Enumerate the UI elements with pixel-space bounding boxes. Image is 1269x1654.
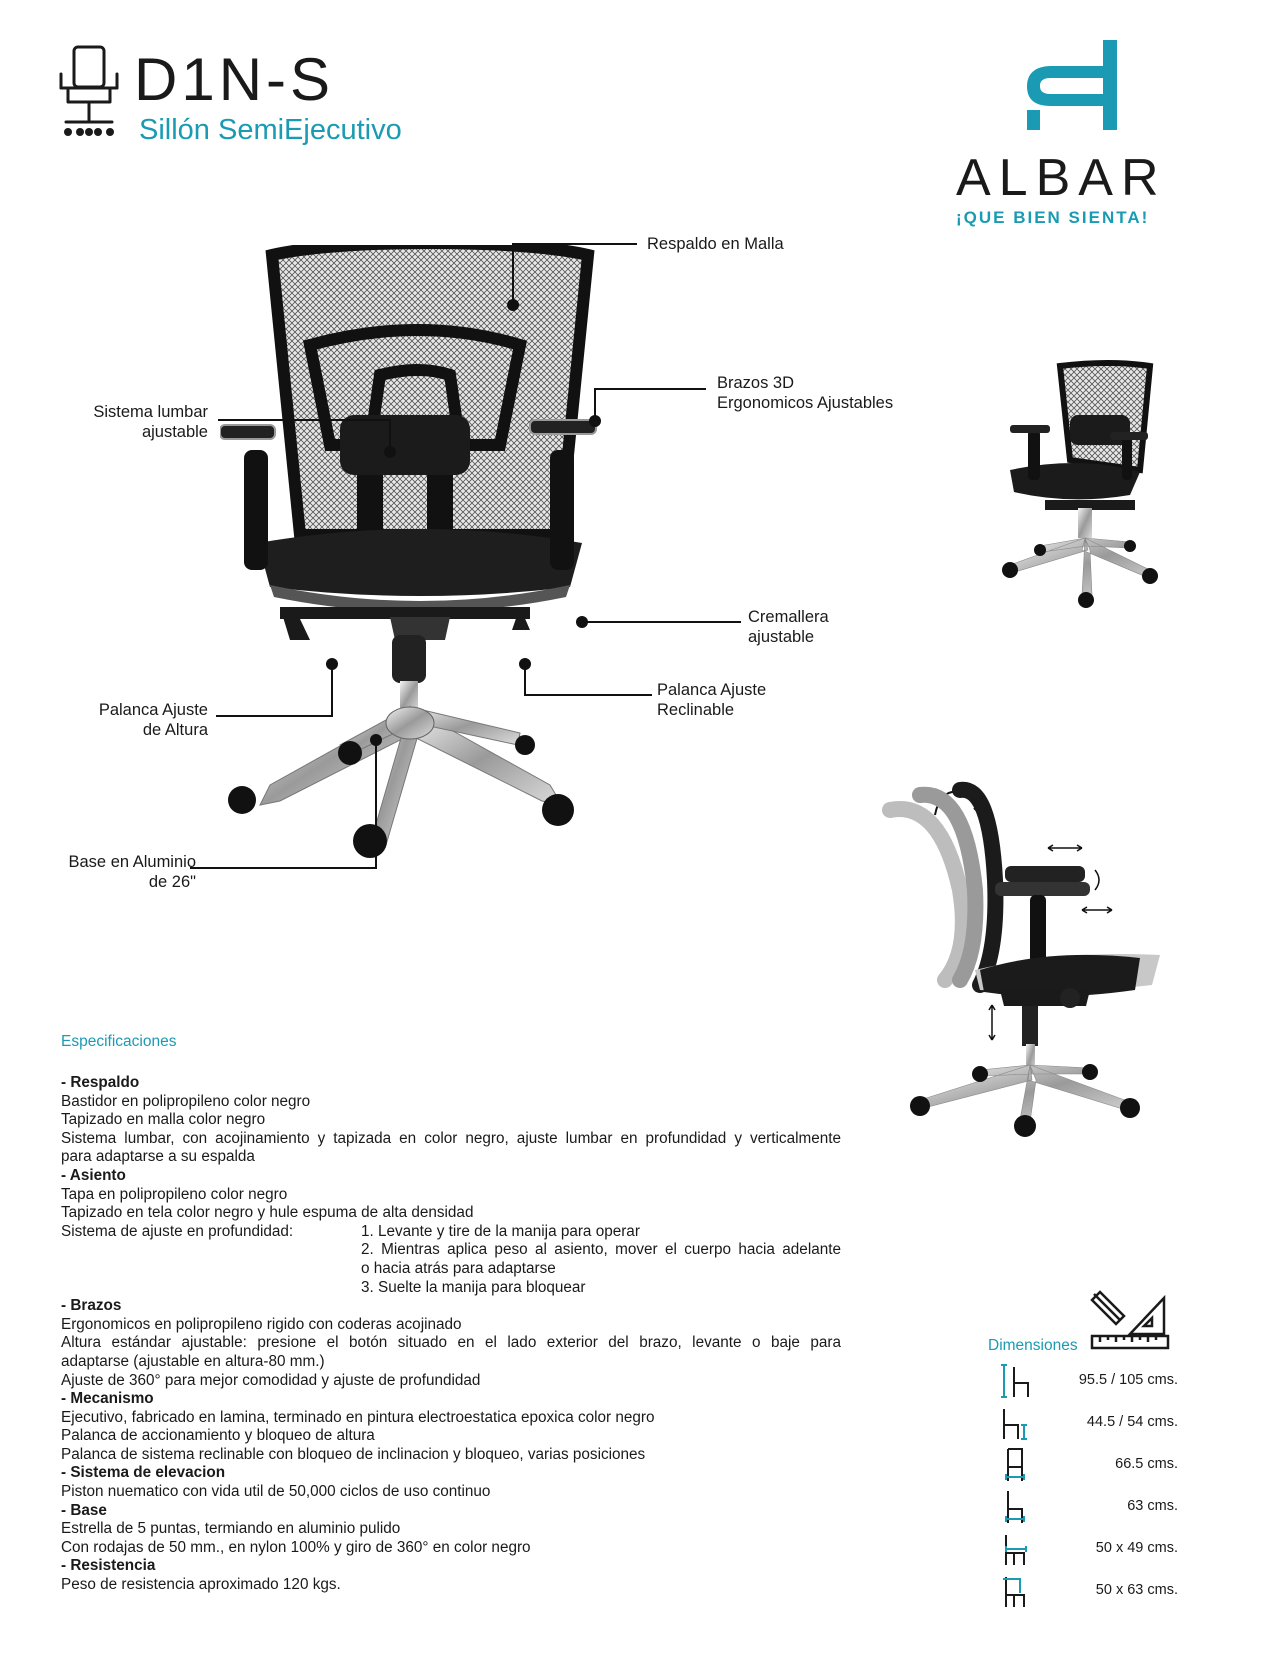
callout-altura-line2: de Altura xyxy=(142,721,208,739)
callout-base-line2: de 26" xyxy=(148,873,196,891)
dimension-row xyxy=(1000,1363,1178,1399)
callout-lumbar xyxy=(40,402,208,442)
seat-height-icon xyxy=(1000,1405,1036,1441)
model-name: D1N-S xyxy=(134,46,335,113)
seat-size-icon xyxy=(1000,1531,1036,1567)
spec-asiento-line: Tapa en polipropileno color negro xyxy=(61,1185,288,1203)
dimension-row xyxy=(1000,1489,1178,1525)
spec-elevacion-line: Piston nuematico con vida util de 50,000 ciclos de uso continuo xyxy=(61,1483,491,1501)
spec-asiento-title: - Asiento xyxy=(61,1166,126,1184)
callout-altura xyxy=(40,700,208,740)
callout-reclinable xyxy=(657,680,766,720)
dimension-row xyxy=(1000,1405,1178,1441)
callout-base-line1: Base en Aluminio xyxy=(68,853,196,871)
product-subtitle: Sillón SemiEjecutivo xyxy=(139,114,402,146)
callout-brazos xyxy=(717,373,893,413)
spec-depth-step: 2. Mientras aplica peso al asiento, mover el cuerpo hacia adelante xyxy=(361,1241,841,1259)
spec-mecanismo-line: Ejecutivo, fabricado en lamina, terminado en pintura electroestatica epoxica color negro xyxy=(61,1408,655,1426)
chair-front-illustration xyxy=(220,245,620,915)
brand-tagline: ¡QUE BIEN SIENTA! xyxy=(956,208,1150,227)
dimension-value: 50 x 63 cms. xyxy=(1095,1582,1178,1598)
spec-asiento-depth xyxy=(61,1223,841,1297)
spec-base-line: Estrella de 5 puntas, termiando en aluminio pulido xyxy=(61,1520,401,1538)
spec-mecanismo-line: Palanca de accionamiento y bloqueo de altura xyxy=(61,1427,375,1445)
callout-base xyxy=(20,852,196,892)
dimension-value: 50 x 49 cms. xyxy=(1095,1540,1178,1556)
specifications-list xyxy=(61,1074,841,1595)
callout-reclinable-line2: Reclinable xyxy=(657,701,735,719)
albar-logo-icon xyxy=(1023,40,1121,145)
spec-mecanismo-line: Palanca de sistema reclinable con bloqueo de inclinacion y bloqueo, varias posiciones xyxy=(61,1445,646,1463)
spec-depth-steps xyxy=(361,1223,841,1297)
spec-brazos-line: Ergonomicos en polipropileno rigido con coderas acojinado xyxy=(61,1315,462,1333)
spec-brazos-line: Altura estándar ajustable: presione el botón situado en el lado exterior del brazo, levante o baje para xyxy=(61,1334,841,1352)
callout-cremallera-line2: ajustable xyxy=(748,628,815,646)
callout-cremallera-line1: Cremallera xyxy=(748,608,829,626)
callout-reclinable-line1: Palanca Ajuste xyxy=(657,681,767,699)
dimension-value: 95.5 / 105 cms. xyxy=(1078,1372,1178,1388)
spec-resistencia-title: - Resistencia xyxy=(61,1557,156,1575)
total-height-icon xyxy=(1000,1363,1036,1399)
callout-respaldo: Respaldo en Malla xyxy=(647,235,784,253)
callout-lumbar-line2: ajustable xyxy=(141,423,208,441)
callout-brazos-line1: Brazos 3D xyxy=(717,374,795,392)
spec-respaldo-line: Tapizado en malla color negro xyxy=(61,1111,266,1129)
chair-recline-illustration xyxy=(880,770,1210,1200)
callout-brazos-line2: Ergonomicos Ajustables xyxy=(717,394,894,412)
dimension-row xyxy=(1000,1573,1178,1609)
spec-respaldo-line: Sistema lumbar, con acojinamiento y tapizada en color negro, ajuste lumbar en profundidad y verticalmente xyxy=(61,1129,841,1147)
callout-cremallera xyxy=(748,607,829,647)
callout-lumbar-line1: Sistema lumbar xyxy=(93,403,208,421)
brand-name: ALBAR xyxy=(956,149,1167,207)
spec-asiento-line: Tapizado en tela color negro y hule espuma de alta densidad xyxy=(61,1204,474,1222)
dimensions-heading: Dimensiones xyxy=(988,1337,1078,1354)
dimension-value: 63 cms. xyxy=(1127,1498,1178,1514)
chair-angle-illustration xyxy=(990,360,1175,615)
spec-respaldo-title: - Respaldo xyxy=(61,1074,140,1091)
depth-icon xyxy=(1000,1489,1036,1525)
spec-base-title: - Base xyxy=(61,1501,107,1519)
dimension-value: 44.5 / 54 cms. xyxy=(1086,1414,1178,1430)
specifications-heading: Especificaciones xyxy=(61,1033,177,1050)
backrest-size-icon xyxy=(1000,1573,1036,1609)
spec-depth-step: o hacia atrás para adaptarse xyxy=(361,1259,556,1277)
spec-depth-label: Sistema de ajuste en profundidad: xyxy=(61,1222,294,1240)
spec-brazos-line: Ajuste de 360° para mejor comodidad y ajuste de profundidad xyxy=(61,1371,481,1389)
spec-respaldo-line: para adaptarse a su espalda xyxy=(61,1148,255,1166)
office-chair-icon xyxy=(58,44,120,142)
spec-elevacion-title: - Sistema de elevacion xyxy=(61,1464,226,1482)
spec-brazos-title: - Brazos xyxy=(61,1297,122,1315)
spec-base-line: Con rodajas de 50 mm., en nylon 100% y giro de 360° en color negro xyxy=(61,1538,531,1556)
spec-brazos-line: adaptarse (ajustable en altura-80 mm.) xyxy=(61,1352,325,1370)
spec-depth-step: 3. Suelte la manija para bloquear xyxy=(361,1278,586,1296)
dimension-row xyxy=(1000,1447,1178,1483)
width-icon xyxy=(1000,1447,1036,1483)
spec-resistencia-line: Peso de resistencia aproximado 120 kgs. xyxy=(61,1576,341,1594)
spec-depth-step: 1. Levante y tire de la manija para operar xyxy=(361,1222,640,1240)
callout-altura-line1: Palanca Ajuste xyxy=(98,701,208,719)
spec-mecanismo-title: - Mecanismo xyxy=(61,1390,154,1408)
measure-tools-icon xyxy=(1090,1290,1170,1352)
spec-respaldo-line: Bastidor en polipropileno color negro xyxy=(61,1092,311,1110)
dimension-row xyxy=(1000,1531,1178,1567)
dimension-value: 66.5 cms. xyxy=(1115,1456,1178,1472)
